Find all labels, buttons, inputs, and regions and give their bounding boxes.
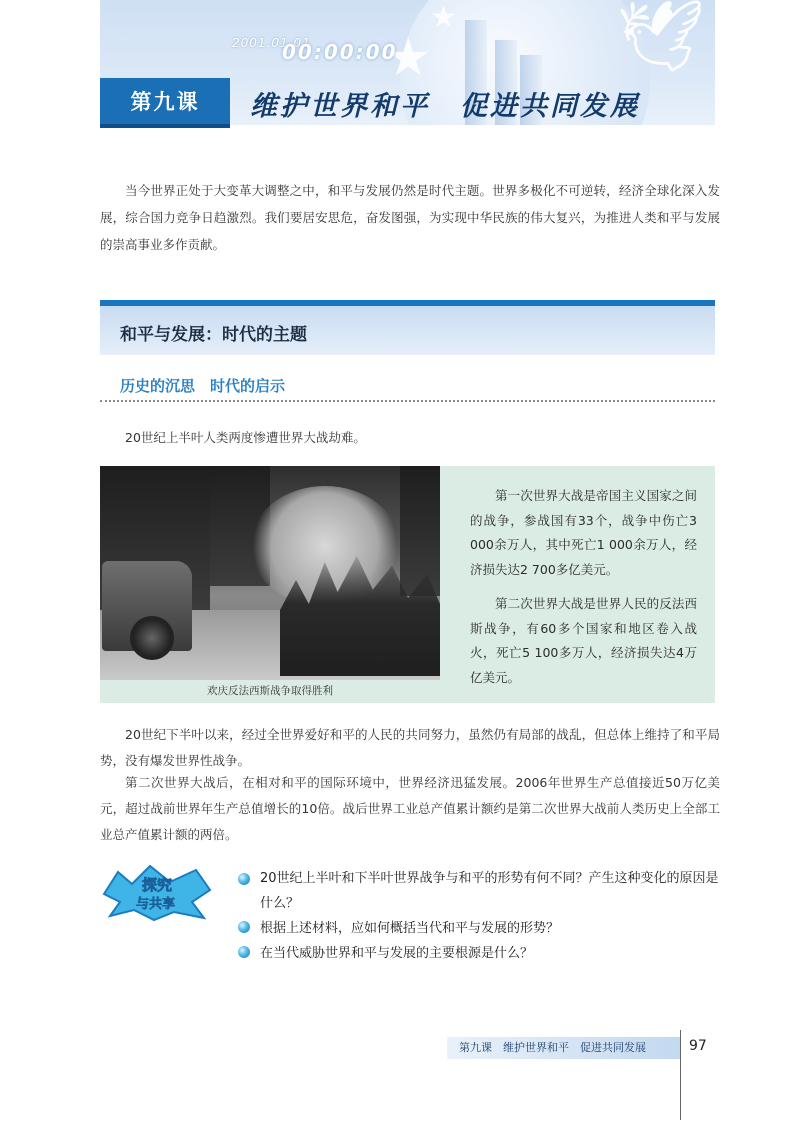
section-title: 和平与发展：时代的主题 xyxy=(120,325,307,345)
bullet-icon xyxy=(238,946,250,958)
date-stamp: 2001.01.01 xyxy=(232,36,311,50)
lesson-number-tab xyxy=(100,78,230,128)
question-wrap xyxy=(238,866,730,916)
question-item xyxy=(210,866,730,916)
star-icon: ★ xyxy=(430,0,457,35)
question-2-text: 根据上述材料，应如何概括当代和平与发展的形势？ xyxy=(260,921,560,936)
victory-celebration-photo xyxy=(100,466,440,680)
dotted-divider xyxy=(100,400,715,402)
photo-figure xyxy=(100,466,440,703)
section-header xyxy=(100,300,715,355)
paragraph-first-half-century: 20世纪上半叶人类两度惨遭世界大战劫难。 xyxy=(125,430,366,445)
photo-building xyxy=(400,466,440,596)
intro-paragraph: 当今世界正处于大变革大调整之中，和平与发展仍然是时代主题。世界多极化不可逆转，经济全球化深入发展，综合国力竞争日趋激烈。我们要居安思危，奋发图强，为实现中华民族的伟大复兴，为推进人类和平与发展的崇高事业多作贡献。 xyxy=(100,183,720,252)
logo-text-1: 探究 xyxy=(142,876,173,894)
question-item xyxy=(210,941,730,966)
discussion-questions xyxy=(210,866,730,966)
dove-icon: 🕊 xyxy=(616,0,705,77)
footer-text: 第九课 维护世界和平 促进共同发展 xyxy=(459,1041,646,1054)
lesson-number: 第九课 xyxy=(130,90,200,114)
bullet-icon xyxy=(238,921,250,933)
subsection-title: 历史的沉思 时代的启示 xyxy=(120,377,286,395)
paragraph-second-half-century: 20世纪下半叶以来，经过全世界爱好和平的人民的共同努力，虽然仍有局部的战乱，但总体上维持了和平局势，没有爆发世界性战争。 xyxy=(100,727,720,768)
ww1-facts: 第一次世界大战是帝国主义国家之间的战争，参战国有33个，战争中伤亡3 000余万人，其中死亡1 000余万人，经济损失达2 700多亿美元。 xyxy=(470,488,697,577)
ww2-facts: 第二次世界大战是世界人民的反法西斯战争，有60多个国家和地区卷入战火，死亡5 100多万人，经济损失达4万亿美元。 xyxy=(470,596,697,685)
question-3-text: 在当代威胁世界和平与发展的主要根源是什么？ xyxy=(260,946,534,961)
photo-caption: 欢庆反法西斯战争取得胜利 xyxy=(207,685,333,697)
page-number: 97 xyxy=(689,1038,707,1054)
lesson-title: 维护世界和平 促进共同发展 xyxy=(250,91,640,122)
photo-wheel xyxy=(130,616,174,660)
question-1-text: 20世纪上半叶和下半叶世界战争与和平的形势有何不同？产生这种变化的原因是什么？ xyxy=(260,871,719,911)
question-item xyxy=(210,916,730,941)
war-facts-box xyxy=(440,466,715,703)
time-stamp: 00:00:00 xyxy=(282,40,398,64)
explore-share-logo xyxy=(100,862,215,922)
paragraph-postwar-economy: 第二次世界大战后，在相对和平的国际环境中，世界经济迅猛发展。2006年世界生产总值接近50万亿美元，超过战前世界年生产总值增长的10倍。战后世界工业总产值累计额约是第二次世界大战前人类历史上全部工业总产值累计额的两倍。 xyxy=(100,775,720,842)
logo-text-2: 与共享 xyxy=(136,897,176,912)
footer-rule xyxy=(680,1030,681,1120)
bullet-icon xyxy=(238,873,250,885)
star-icon: ★ xyxy=(385,28,432,88)
running-footer xyxy=(447,1037,680,1059)
